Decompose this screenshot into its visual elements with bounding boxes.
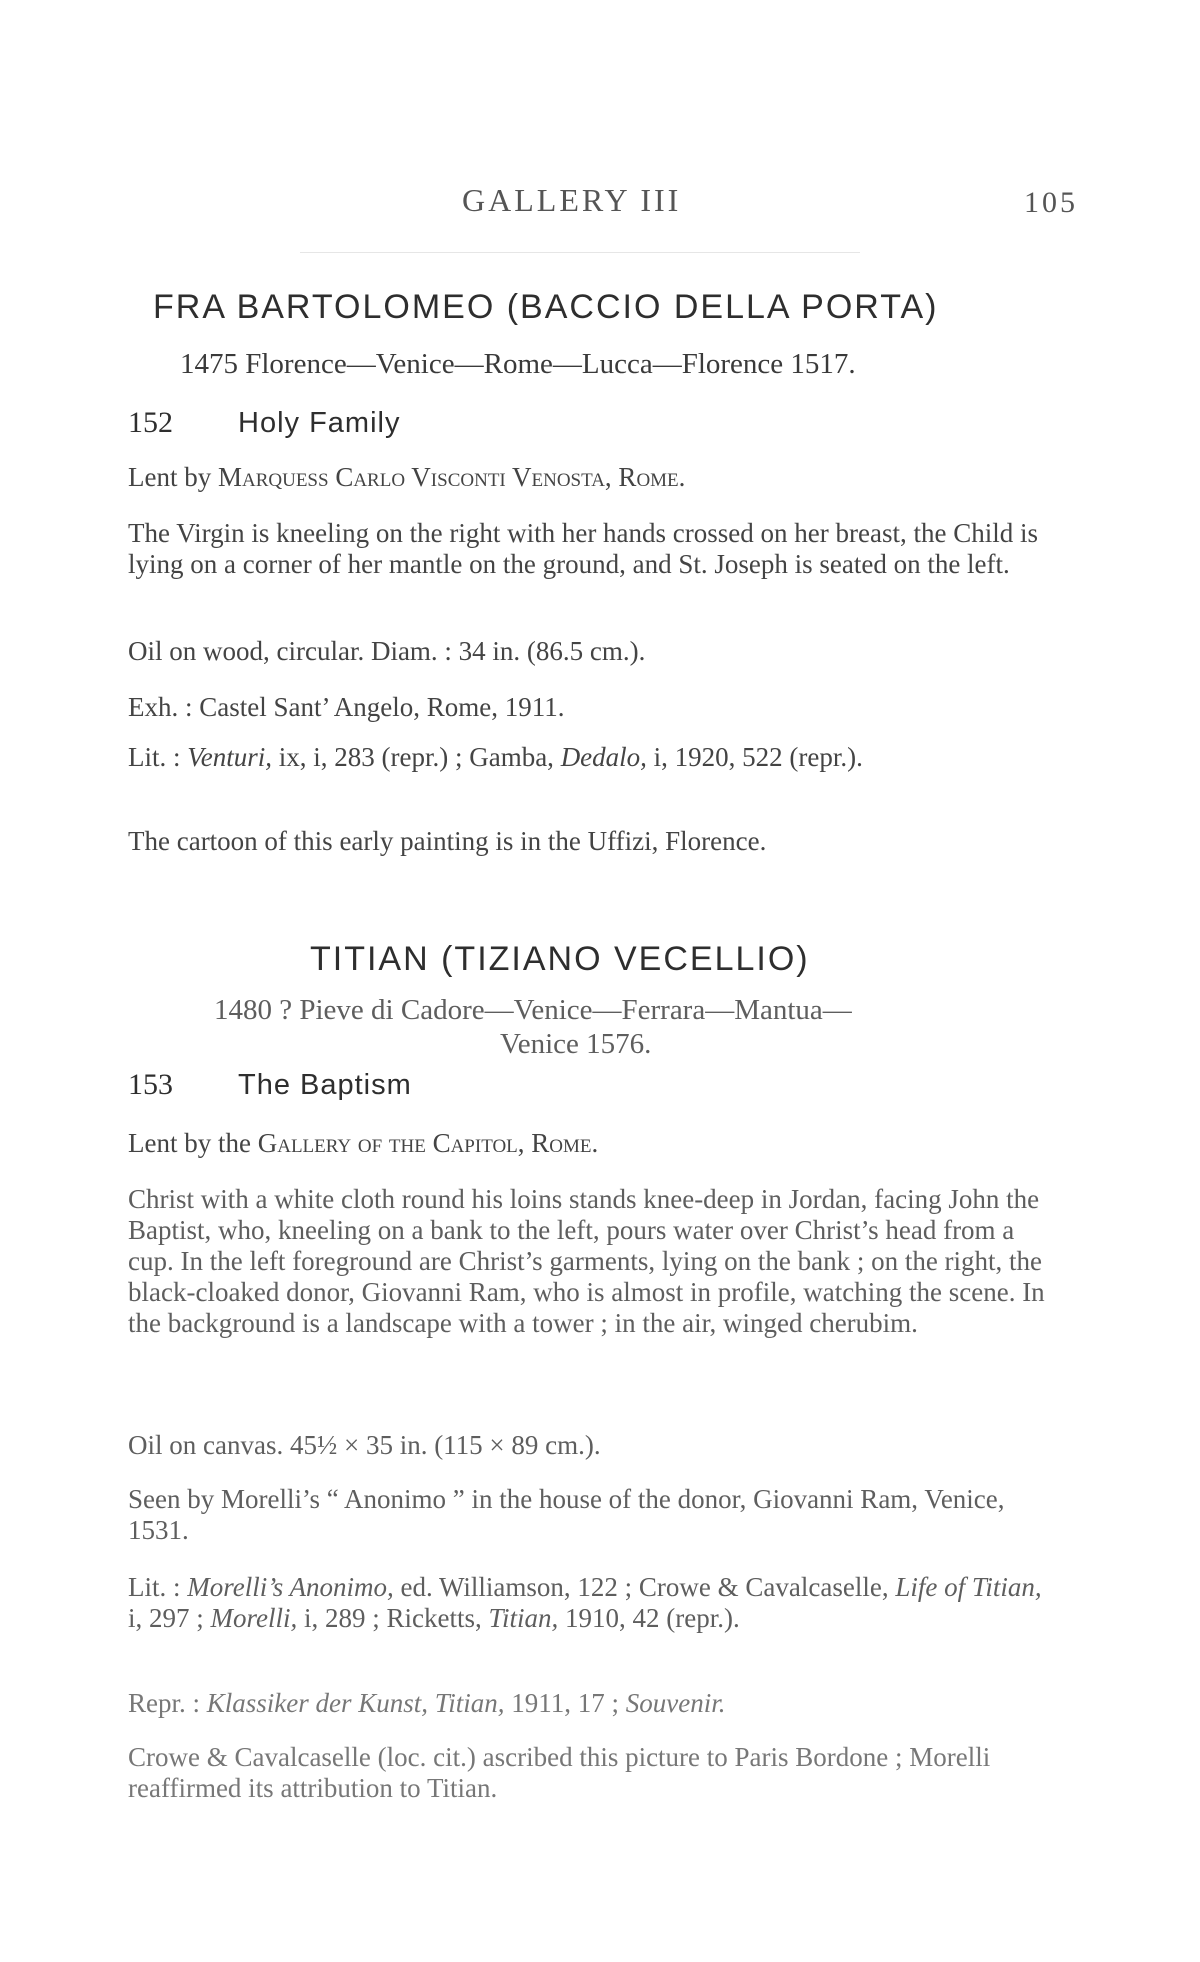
attribution-note: Crowe & Cavalcaselle (loc. cit.) ascribed this picture to Paris Bordone ; Morelli reaffirmed its attribution to Titian.	[128, 1742, 991, 1803]
artist-heading: FRA BARTOLOMEO (BACCIO DELLA PORTA)	[153, 288, 939, 326]
lit-dedalo: Dedalo,	[560, 742, 647, 772]
running-title: GALLERY III	[462, 182, 682, 218]
header-rule	[300, 252, 860, 253]
repr-label: Repr. :	[128, 1688, 207, 1718]
painting-description: The Virgin is kneeling on the right with her hands crossed on her breast, the Child is lying on a corner of her mantle on the ground, and St. Joseph is seated on the left.	[128, 518, 1038, 579]
medium-dimensions: Oil on wood, circular. Diam. : 34 in. (86.5 cm.).	[128, 636, 646, 666]
lit-life-of-titian: Life of Titian,	[895, 1572, 1042, 1602]
lit-part3: i, 297 ;	[128, 1603, 211, 1633]
painting-description: Christ with a white cloth round his loins stands knee-deep in Jordan, facing John the Baptist, who, kneeling on a bank to the left, pours water over Christ’s head from a cup. In the left foreground are Christ’s garments, lying on the bank ; on the right, the black-cloaked donor, Giovanni Ram, who is almost in profile, watching the scene. In the background is a landscape with a tower ; in the air, winged cherubim.	[128, 1184, 1045, 1338]
lit-mid: ix, i, 283 (repr.) ; Gamba,	[272, 742, 561, 772]
lit-part5: 1910, 42 (repr.).	[558, 1603, 740, 1633]
catalogue-number: 152	[128, 406, 173, 439]
repr-klassiker: Klassiker der Kunst, Titian,	[206, 1688, 505, 1718]
lent-prefix: Lent by	[128, 462, 218, 492]
artist-dates-continued: Venice 1576.	[500, 1028, 652, 1060]
literature-line	[128, 1572, 1058, 1634]
lender-line	[128, 1128, 1058, 1159]
lit-end: i, 1920, 522 (repr.).	[646, 742, 863, 772]
note-line: The cartoon of this early painting is in the Uffizi, Florence.	[128, 826, 767, 856]
painting-title: The Baptism	[238, 1069, 412, 1101]
catalogue-number: 153	[128, 1068, 173, 1101]
entry-heading	[128, 406, 400, 440]
repr-mid: 1911, 17 ;	[504, 1688, 626, 1718]
literature-line	[128, 742, 1058, 773]
lit-morelli: Morelli,	[210, 1603, 298, 1633]
lit-anonimo: Morelli’s Anonimo,	[187, 1572, 394, 1602]
exhibition-line: Exh. : Castel Sant’ Angelo, Rome, 1911.	[128, 692, 565, 722]
page-number: 105	[1024, 186, 1078, 219]
lender-name: Marquess Carlo Visconti Venosta, Rome.	[217, 462, 686, 492]
lit-part2: ed. Williamson, 122 ; Crowe & Cavalcaselle,	[393, 1572, 896, 1602]
repr-souvenir: Souvenir.	[625, 1688, 726, 1718]
artist-heading: TITIAN (TIZIANO VECELLIO)	[310, 940, 810, 978]
medium-dimensions: Oil on canvas. 45½ × 35 in. (115 × 89 cm.).	[128, 1430, 601, 1460]
lit-part4: i, 289 ; Ricketts,	[297, 1603, 489, 1633]
reproduction-line	[128, 1688, 1058, 1719]
lit-titian: Titian,	[488, 1603, 559, 1633]
lender-name: Gallery of the Capitol, Rome.	[257, 1128, 599, 1158]
lit-venturi: Venturi,	[187, 742, 272, 772]
lit-label: Lit. :	[128, 1572, 188, 1602]
lender-line	[128, 462, 1058, 493]
painting-title: Holy Family	[238, 407, 401, 439]
entry-heading	[128, 1068, 412, 1102]
artist-dates: 1480 ? Pieve di Cadore—Venice—Ferrara—Mantua—	[214, 994, 852, 1026]
provenance-line: Seen by Morelli’s “ Anonimo ” in the house of the donor, Giovanni Ram, Venice, 1531.	[128, 1484, 1005, 1545]
artist-dates: 1475 Florence—Venice—Rome—Lucca—Florence 1517.	[180, 348, 856, 380]
lit-label: Lit. :	[128, 742, 188, 772]
lent-prefix: Lent by the	[128, 1128, 258, 1158]
